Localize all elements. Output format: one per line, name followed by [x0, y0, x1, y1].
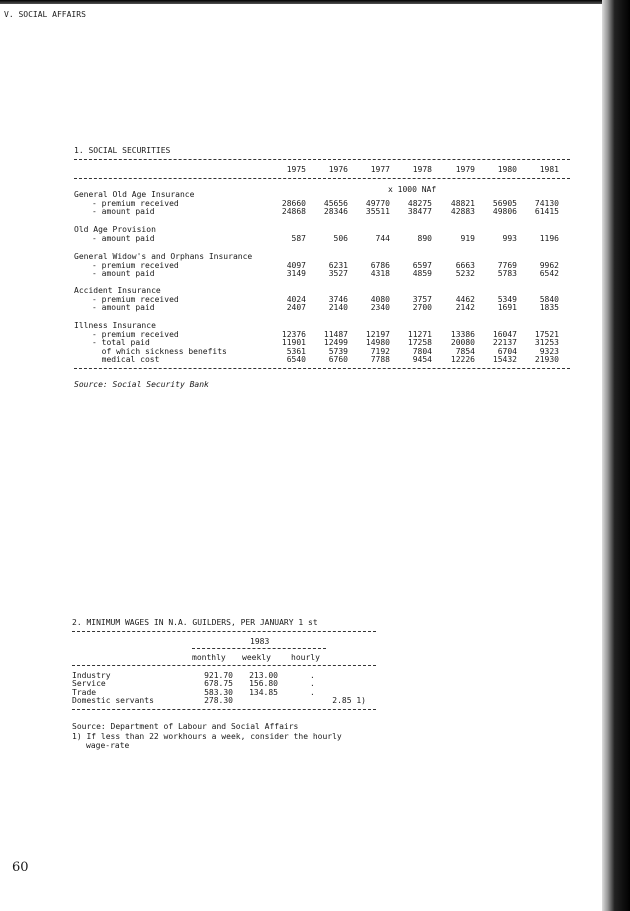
- table-cell: 15432: [492, 354, 517, 364]
- table-cell: 4024: [286, 295, 306, 304]
- year-header: 1976: [328, 165, 348, 174]
- table-cell: 12226: [450, 354, 475, 364]
- row-label: of which sickness benefits: [92, 346, 227, 356]
- table-cell: 1196: [539, 234, 559, 243]
- row-label: Trade: [72, 687, 97, 697]
- table-cell: 28660: [281, 199, 306, 208]
- row-label: - premium received: [92, 199, 179, 208]
- col-hourly: hourly: [291, 653, 320, 662]
- row-label: - amount paid: [92, 234, 155, 243]
- row-label: - premium received: [92, 330, 179, 339]
- table-cell: 890: [417, 234, 432, 243]
- table-cell: 38477: [407, 207, 432, 217]
- table-cell: 21930: [534, 354, 559, 364]
- monthly-cell: 678.75: [204, 679, 233, 689]
- table-cell: 9454: [412, 354, 432, 364]
- table-cell: 4080: [370, 295, 390, 304]
- table-cell: 6597: [412, 261, 432, 270]
- table-cell: 2407: [286, 303, 306, 313]
- hourly-cell: 2.85 1): [332, 695, 366, 705]
- year-header: 1983: [250, 637, 270, 646]
- row-label: Domestic servants: [72, 695, 154, 705]
- table-cell: 3757: [412, 295, 432, 304]
- table-cell: 919: [460, 234, 475, 243]
- table-cell: 9962: [539, 261, 559, 270]
- table-cell: 61415: [534, 207, 559, 217]
- table-cell: 4318: [370, 269, 390, 279]
- table-cell: 5232: [455, 269, 475, 279]
- hourly-cell: .: [310, 687, 315, 697]
- row-label: - premium received: [92, 261, 179, 270]
- hourly-cell: .: [310, 671, 315, 680]
- divider: [72, 665, 376, 666]
- table-cell: 1835: [539, 303, 559, 313]
- page-number: 60: [12, 860, 29, 875]
- year-header: 1979: [455, 165, 475, 174]
- table-cell: 48821: [450, 199, 475, 208]
- unit-label: x 1000 NAf: [388, 185, 437, 194]
- weekly-cell: 134.85: [249, 687, 278, 697]
- divider: [72, 631, 376, 632]
- monthly-cell: 583.30: [204, 687, 233, 697]
- table-cell: 22137: [492, 338, 517, 348]
- table-cell: 993: [502, 234, 517, 243]
- table-cell: 744: [375, 234, 390, 243]
- table-cell: 49770: [365, 199, 390, 208]
- divider: [74, 178, 570, 179]
- table-cell: 20080: [450, 338, 475, 348]
- table-cell: 7804: [412, 346, 432, 356]
- row-label: Industry: [72, 671, 111, 680]
- table-cell: 5361: [286, 346, 306, 356]
- table-cell: 2700: [412, 303, 432, 313]
- table-cell: 24868: [281, 207, 306, 217]
- scan-binding-edge: [602, 0, 630, 911]
- table-cell: 6704: [497, 346, 517, 356]
- table-cell: 2140: [328, 303, 348, 313]
- table-cell: 3746: [328, 295, 348, 304]
- year-header: 1975: [286, 165, 306, 174]
- table-cell: 9323: [539, 346, 559, 356]
- table-cell: 2142: [455, 303, 475, 313]
- table-cell: 5349: [497, 295, 517, 304]
- group-title: General Old Age Insurance: [74, 190, 195, 199]
- table-cell: 587: [291, 234, 306, 243]
- table1-title: 1. SOCIAL SECURITIES: [74, 146, 171, 155]
- table-cell: 74130: [534, 199, 559, 208]
- table-cell: 11487: [323, 330, 348, 339]
- table-cell: 506: [333, 234, 348, 243]
- table-cell: 28346: [323, 207, 348, 217]
- table-cell: 6542: [539, 269, 559, 279]
- weekly-cell: 213.00: [249, 671, 278, 680]
- row-label: medical cost: [92, 354, 160, 364]
- table2-source: Source: Department of Labour and Social Affairs: [72, 722, 299, 731]
- divider: [192, 648, 326, 649]
- table-cell: 4462: [455, 295, 475, 304]
- table-cell: 6786: [370, 261, 390, 270]
- table-cell: 7769: [497, 261, 517, 270]
- table-cell: 7854: [455, 346, 475, 356]
- table-cell: 16047: [492, 330, 517, 339]
- table-cell: 6540: [286, 354, 306, 364]
- table2-title: 2. MINIMUM WAGES IN N.A. GUILDERS, PER JANUARY 1 st: [72, 618, 318, 627]
- row-label: Service: [72, 679, 106, 689]
- table-cell: 6231: [328, 261, 348, 270]
- divider: [74, 159, 570, 160]
- table-cell: 11271: [407, 330, 432, 339]
- table-cell: 17521: [534, 330, 559, 339]
- table-cell: 45656: [323, 199, 348, 208]
- table-cell: 1691: [497, 303, 517, 313]
- table-cell: 49806: [492, 207, 517, 217]
- table-cell: 5783: [497, 269, 517, 279]
- footnote-cont: wage-rate: [86, 741, 130, 750]
- row-label: - amount paid: [92, 207, 155, 217]
- row-label: - premium received: [92, 295, 179, 304]
- row-label: - amount paid: [92, 303, 155, 313]
- table-cell: 48275: [407, 199, 432, 208]
- monthly-cell: 278.30: [204, 695, 233, 705]
- table-cell: 17258: [407, 338, 432, 348]
- table-cell: 4097: [286, 261, 306, 270]
- table1-source: Source: Social Security Bank: [74, 380, 209, 389]
- scan-top-edge: [0, 0, 630, 4]
- table-cell: 13386: [450, 330, 475, 339]
- group-title: Accident Insurance: [74, 286, 161, 295]
- table-cell: 7788: [370, 354, 390, 364]
- divider: [72, 709, 376, 710]
- table-cell: 12499: [323, 338, 348, 348]
- table-cell: 3149: [286, 269, 306, 279]
- table-cell: 12197: [365, 330, 390, 339]
- hourly-cell: .: [310, 679, 315, 689]
- col-monthly: monthly: [192, 653, 226, 662]
- row-label: - total paid: [92, 338, 150, 348]
- table-cell: 56905: [492, 199, 517, 208]
- table-cell: 5840: [539, 295, 559, 304]
- footnote: 1) If less than 22 workhours a week, consider the hourly: [72, 732, 342, 741]
- group-title: General Widow's and Orphans Insurance: [74, 252, 253, 261]
- table-cell: 3527: [328, 269, 348, 279]
- table-cell: 4859: [412, 269, 432, 279]
- year-header: 1977: [370, 165, 390, 174]
- monthly-cell: 921.70: [204, 671, 233, 680]
- group-title: Old Age Provision: [74, 225, 156, 234]
- table-cell: 2340: [370, 303, 390, 313]
- group-title: Illness Insurance: [74, 321, 156, 330]
- divider: [74, 368, 570, 369]
- table-cell: 5739: [328, 346, 348, 356]
- table-cell: 14980: [365, 338, 390, 348]
- col-weekly: weekly: [242, 653, 271, 662]
- weekly-cell: 156.80: [249, 679, 278, 689]
- year-header: 1980: [497, 165, 517, 174]
- year-header: 1978: [412, 165, 432, 174]
- table-cell: 31253: [534, 338, 559, 348]
- table-cell: 12376: [281, 330, 306, 339]
- section-header: V. SOCIAL AFFAIRS: [4, 10, 86, 19]
- year-header: 1981: [539, 165, 559, 174]
- table-cell: 6663: [455, 261, 475, 270]
- row-label: - amount paid: [92, 269, 155, 279]
- table-cell: 35511: [365, 207, 390, 217]
- table-cell: 42883: [450, 207, 475, 217]
- table-cell: 11901: [281, 338, 306, 348]
- table-cell: 7192: [370, 346, 390, 356]
- table-cell: 6760: [328, 354, 348, 364]
